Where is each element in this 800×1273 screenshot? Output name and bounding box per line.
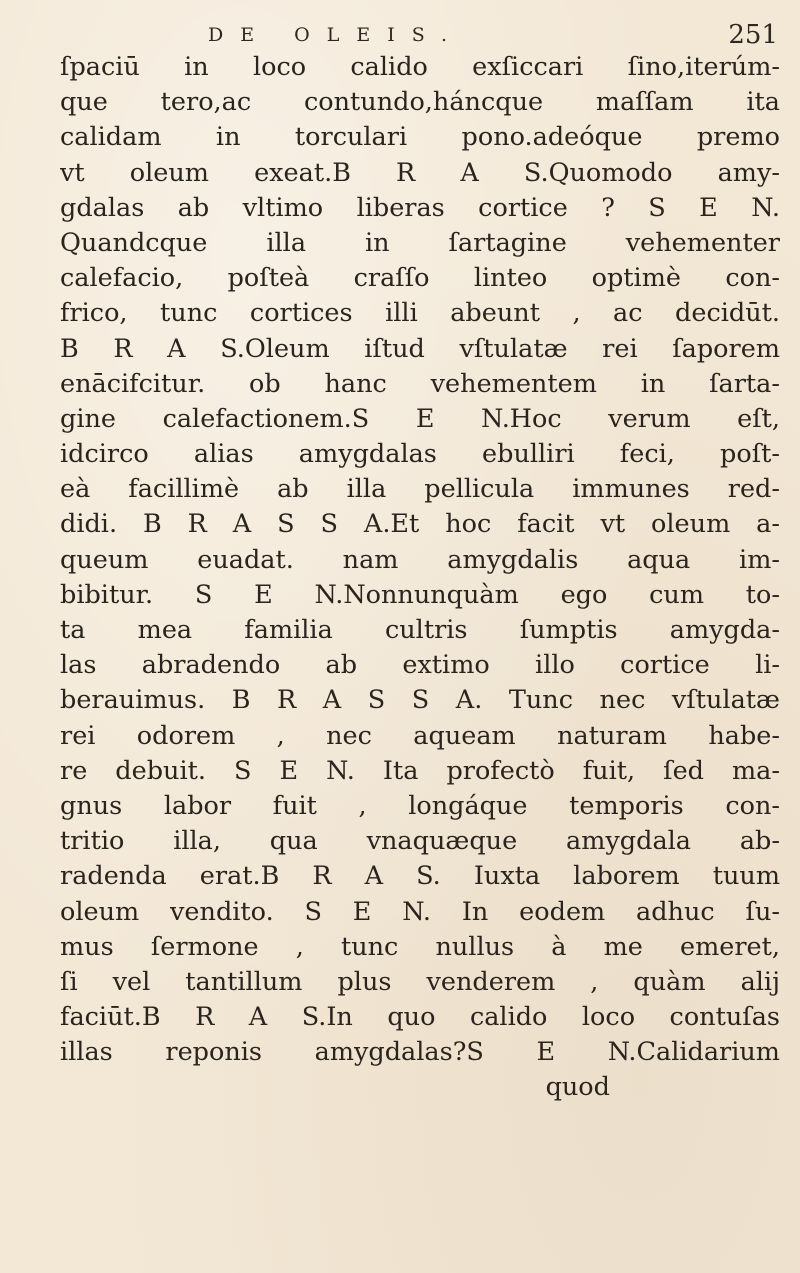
text-line: radenda erat.B R A S. Iuxta laborem tuum (60, 861, 780, 892)
text-line: tritio illa, qua vnaquæque amygdala ab- (60, 826, 780, 857)
text-line: ta mea familia cultris ſumptis amygda- (60, 615, 780, 645)
text-line: idcirco alias amygdalas ebulliri feci, poſt- (60, 439, 780, 470)
text-line: rei odorem , nec aqueam naturam habe- (60, 720, 780, 751)
text-line: ſpaciū in loco calido exſiccari ſino,iterúm- (60, 52, 780, 82)
text-line: illas reponis amygdalas?S E N.Calidarium (60, 1037, 780, 1068)
text-line: re debuit. S E N. Ita profectò fuit, ſed ma- (60, 755, 780, 786)
text-line: ſi vel tantillum plus venderem , quàm alij (60, 966, 780, 997)
text-line: calidam in torculari pono.adeóque premo (60, 122, 780, 153)
text-line: oleum vendito. S E N. In eodem adhuc ſu- (60, 896, 780, 927)
text-line: gdalas ab vltimo liberas cortice ? S E N. (60, 192, 780, 223)
text-line: B R A S.Oleum iſtud vſtulatæ rei ſaporem (60, 333, 780, 364)
text-line: didi. B R A S S A.Et hoc facit vt oleum a- (60, 509, 780, 540)
text-line: vt oleum exeat.B R A S.Quomodo amy- (60, 157, 780, 188)
text-line: mus ſermone , tunc nullus à me emeret, (60, 931, 780, 962)
body-text (60, 50, 780, 1106)
text-line: queum euadat. nam amygdalis aqua im- (60, 544, 780, 575)
text-line: que tero,ac contundo,háncque maſſam ita (60, 87, 780, 118)
text-line: faciūt.B R A S.In quo calido loco contuſas (60, 1002, 780, 1033)
text-line: berauimus. B R A S S A. Tunc nec vſtulatæ (60, 685, 780, 716)
text-line: bibitur. S E N.Nonnunquàm ego cum to- (60, 579, 780, 610)
text-line: gnus labor fuit , longáque temporis con- (60, 790, 780, 821)
text-line: enācifcitur. ob hanc vehementem in ſarta- (60, 368, 780, 399)
text-line: las abradendo ab extimo illo cortice li- (60, 650, 780, 681)
text-line: eà facillimè ab illa pellicula immunes red- (60, 474, 780, 505)
text-line: Quandcque illa in ſartagine vehementer (60, 227, 780, 258)
text-line: gine calefactionem.S E N.Hoc verum eſt, (60, 403, 780, 434)
catchword: quod (545, 1072, 610, 1103)
text-line: frico, tunc cortices illi abeunt , ac decidūt. (60, 298, 780, 329)
page-number: 251 (728, 20, 778, 50)
text-line: calefacio, poſteà craſſo linteo optimè con- (60, 263, 780, 294)
running-title: DE OLEIS. (208, 24, 465, 46)
